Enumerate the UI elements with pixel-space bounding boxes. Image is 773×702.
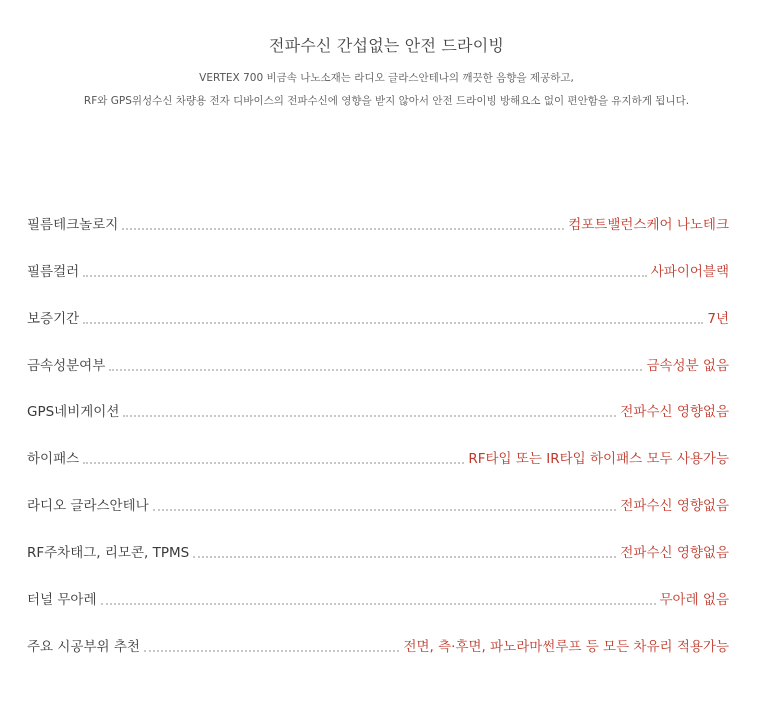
spec-row-film-technology [27,188,729,235]
spec-row-rf-tag [27,516,729,563]
spec-value: 금속성분 없음 [646,357,729,374]
spec-row-recommended-area [27,610,729,657]
spec-label: 하이패스 [27,451,80,468]
dot-leader [193,556,616,558]
description-line-2: RF와 GPS위성수신 차량용 전자 디바이스의 전파수신에 영향을 받지 않아서 안전 드라이빙 방해요소 없이 편안함을 유지하게 됩니다. [83,95,690,107]
spec-value: RF타입 또는 IR타입 하이패스 모두 사용가능 [468,451,729,468]
dot-leader [123,415,616,417]
spec-row-warranty [27,282,729,329]
spec-label: 금속성분여부 [27,357,106,374]
spec-value: 전파수신 영향없음 [620,498,729,515]
dot-leader [153,509,617,511]
spec-label: 필름테크놀로지 [27,216,119,233]
spec-row-hipass [27,422,729,469]
spec-row-gps [27,376,729,423]
spec-value: 무아레 없음 [659,592,729,609]
spec-label: 터널 무아레 [27,592,97,609]
spec-row-tunnel-moire [27,563,729,610]
spec-value: 7년 [707,310,729,327]
spec-value: 전파수신 영향없음 [620,545,729,562]
dot-leader [101,603,656,605]
dot-leader [83,322,703,324]
spec-label: 필름컬러 [27,263,80,280]
page-title: 전파수신 간섭없는 안전 드라이빙 [268,36,505,55]
spec-value: 전파수신 영향없음 [620,404,729,421]
spec-row-metal-content [27,329,729,376]
spec-value: 전면, 측·후면, 파노라마썬루프 등 모든 차유리 적용가능 [403,638,729,655]
spec-row-film-color [27,235,729,282]
dot-leader [83,462,464,464]
dot-leader [122,228,564,230]
dot-leader [144,650,400,652]
spec-label: GPS네비게이션 [27,404,120,421]
spec-label: RF주차태그, 리모콘, TPMS [27,545,190,562]
spec-label: 보증기간 [27,310,80,327]
dot-leader [109,369,642,371]
dot-leader [83,275,647,277]
spec-row-radio-antenna [27,469,729,516]
spec-value: 사파이어블랙 [650,263,729,280]
spec-list [27,188,729,657]
spec-label: 라디오 글라스안테나 [27,498,149,515]
description-line-1: VERTEX 700 비금속 나노소재는 라디오 글라스안테나의 깨끗한 음향을 제공하고, [199,72,574,84]
spec-value: 컴포트밸런스케어 나노테크 [568,216,729,233]
spec-label: 주요 시공부위 추천 [27,638,140,655]
